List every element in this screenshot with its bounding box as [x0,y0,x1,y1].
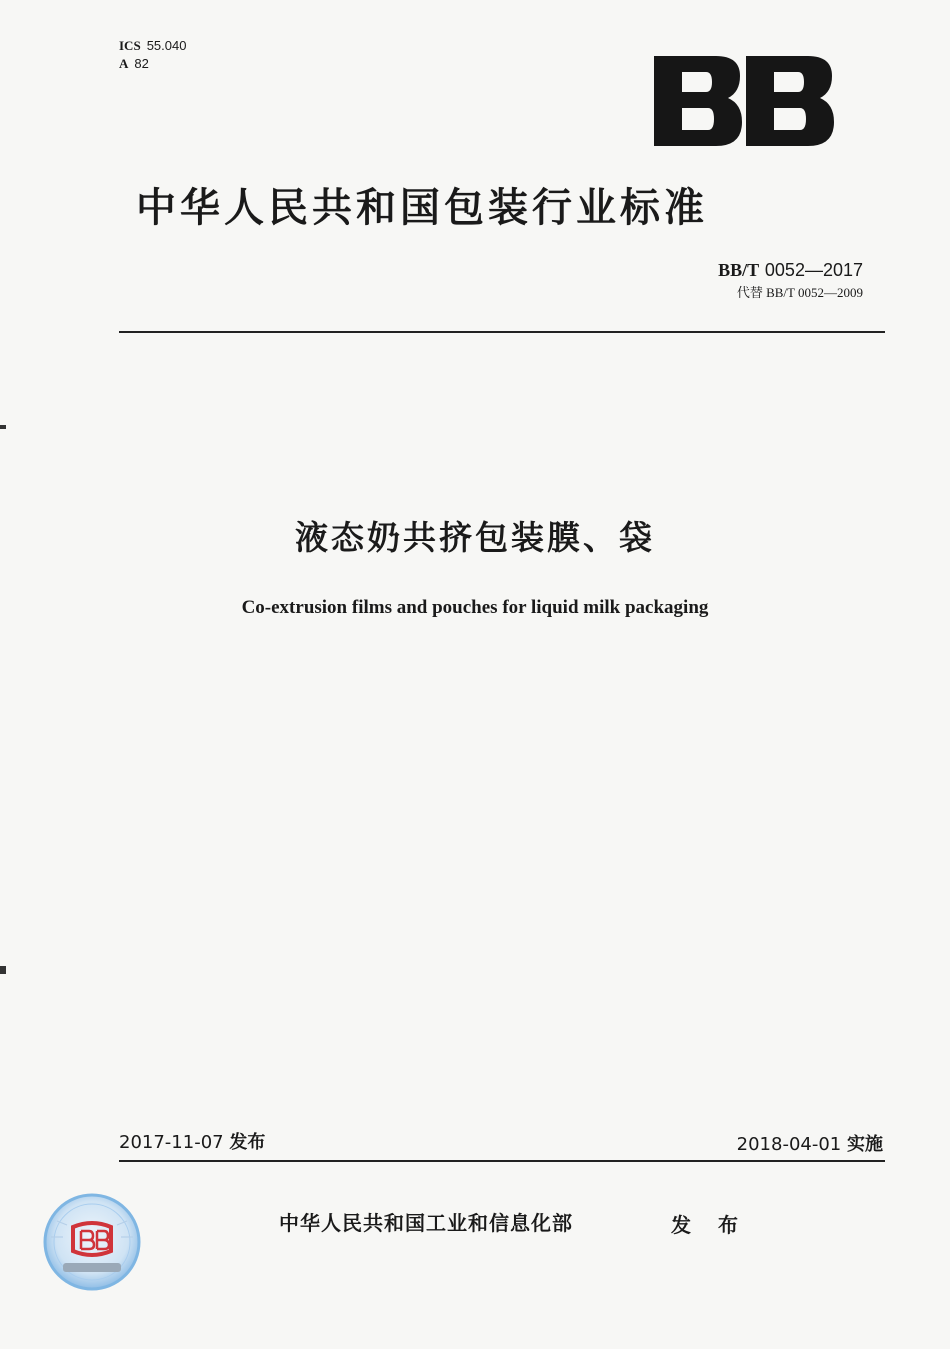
issue-word: 发布 [229,1132,266,1153]
standard-category-title: 中华人民共和国包装行业标准 [136,185,708,231]
implementation-word: 实施 [847,1134,883,1155]
top-divider [119,331,885,333]
scan-edge-mark [0,425,6,429]
standard-number: BB/T 0052—2017 [718,260,863,280]
standard-number-block [718,259,863,302]
implementation-date [737,1130,883,1156]
ics-code: ICS 55.040 [119,38,187,53]
ccs-code: A 82 [119,56,149,71]
issue-date [119,1128,265,1154]
anti-counterfeit-seal-icon [43,1193,141,1291]
publish-word: 发 布 [671,1213,748,1237]
document-title-chinese: 液态奶共挤包装膜、袋 [295,518,655,557]
publisher-name: 中华人民共和国工业和信息化部 [279,1211,573,1235]
scan-edge-mark [0,966,6,974]
classification-codes [119,37,186,73]
replaces-standard: 代替 BB/T 0052—2009 [736,285,863,300]
implementation-date-value: 2018-04-01 [736,1134,842,1155]
document-title-english: Co-extrusion films and pouches for liquid milk packaging [241,597,709,618]
bb-standard-logo [654,56,834,146]
issue-date-value: 2017-11-07 [119,1132,224,1153]
bottom-divider [119,1160,885,1162]
